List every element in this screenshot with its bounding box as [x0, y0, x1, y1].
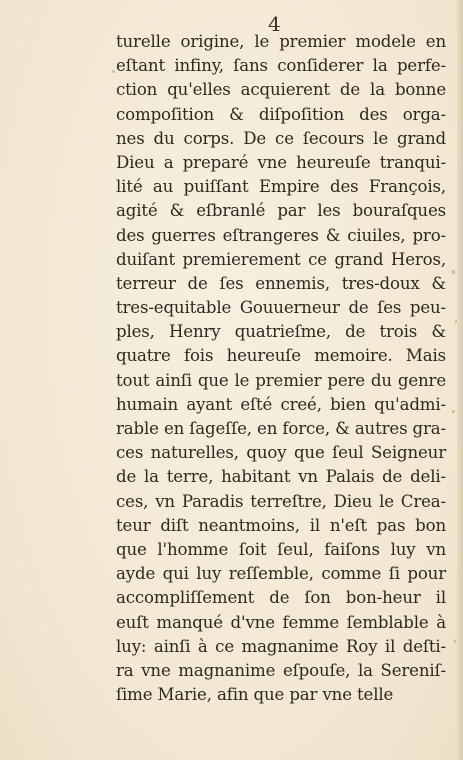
text-line: teur diſt neantmoins, il n'eſt pas bon [116, 515, 446, 535]
text-line: compoſition & diſpoſition des orga- [116, 104, 446, 124]
text-line: euſt manqué d'vne femme ſemblable à [116, 612, 446, 632]
text-line: que l'homme ſoit ſeul, faiſons luy vn [116, 539, 446, 559]
paper-speck [455, 320, 457, 323]
text-line: ſime Marie, afin que par vne telle [116, 685, 394, 705]
text-line: duiſant premierement ce grand Heros, [116, 249, 446, 269]
text-line: quatre fois heureuſe memoire. Mais [116, 346, 446, 366]
paper-speck [112, 70, 115, 73]
text-line: ction qu'elles acquierent de la bonne [116, 80, 446, 100]
text-line: tres-equitable Gouuerneur de ſes peu- [116, 298, 446, 318]
text-line: nes du corps. De ce ſecours le grand [116, 128, 446, 148]
paper-speck [452, 410, 455, 413]
text-line: ces, vn Paradis terreſtre, Dieu le Crea- [116, 491, 446, 511]
text-line: ra vne magnanime eſpouſe, la Sereniſ- [116, 660, 446, 680]
text-line: turelle origine, le premier modele en [116, 32, 446, 51]
text-line: eſtant infiny, ſans conſiderer la perfe- [116, 56, 446, 76]
paper-speck [454, 640, 456, 643]
body-text [116, 30, 446, 707]
text-line: ples, Henry quatrieſme, de trois & [116, 322, 446, 342]
text-line: humain ayant eſté creé, bien qu'admi- [116, 394, 446, 414]
text-line: de la terre, habitant vn Palais de deli- [116, 467, 446, 487]
text-line: agité & eſbranlé par les bouraſques [116, 201, 446, 221]
page-edge [457, 0, 463, 760]
text-line: tout ainſi que le premier pere du genre [116, 370, 446, 390]
paper-speck [452, 270, 455, 274]
text-line: luy: ainſi à ce magnanime Roy il deſti- [116, 636, 446, 656]
text-line: rable en ſageſſe, en force, & autres gra- [116, 419, 447, 438]
text-line: accompliſſement de ſon bon-heur il [116, 588, 446, 608]
text-line: ayde qui luy reſſemble, comme ſi pour [116, 564, 446, 584]
page-number: 4 [268, 12, 281, 36]
text-line: terreur de ſes ennemis, tres-doux & [116, 273, 446, 293]
text-line: lité au puiſſant Empire des François, [116, 177, 446, 197]
text-line: ces naturelles, quoy que ſeul Seigneur [116, 443, 446, 463]
text-line: des guerres eſtrangeres & ciuiles, pro- [116, 225, 446, 245]
text-line: Dieu a preparé vne heureuſe tranqui- [116, 152, 446, 172]
